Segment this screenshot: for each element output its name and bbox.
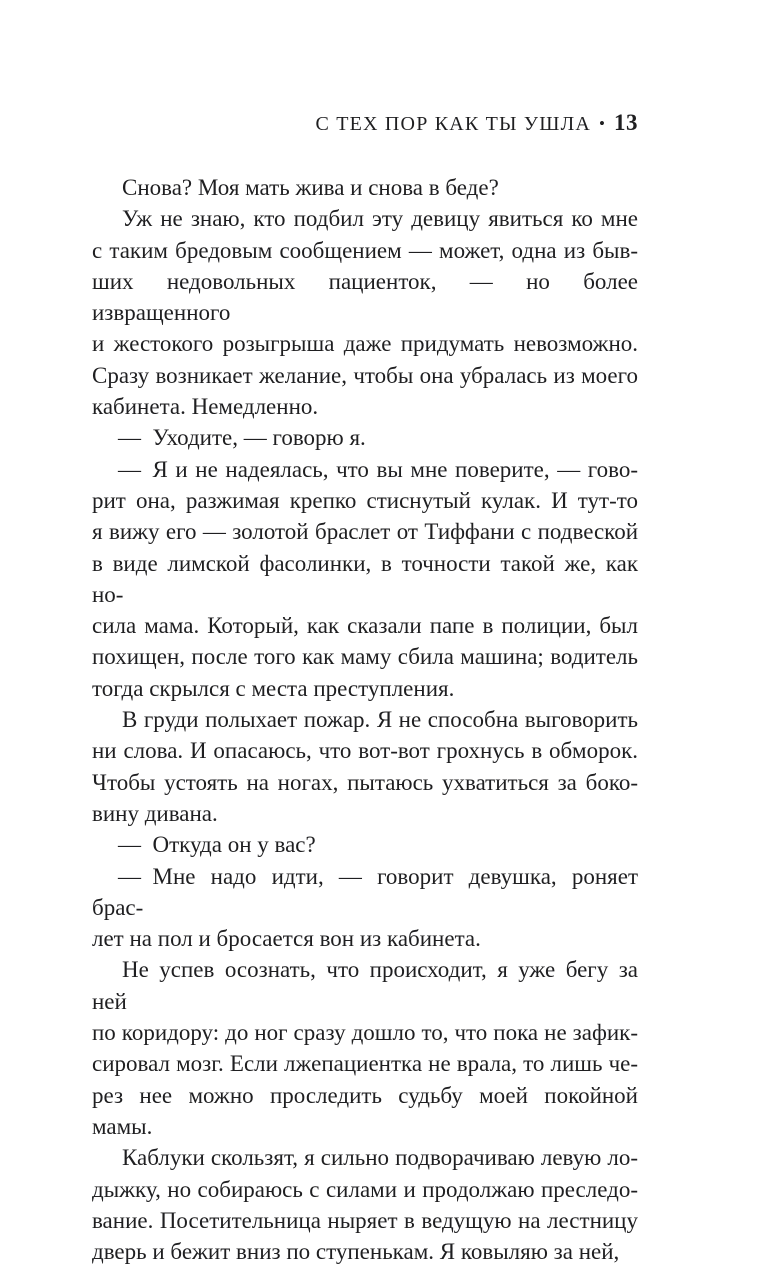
text-line: тогда скрылся с места преступления. xyxy=(92,675,455,701)
text-line: дверь и бежит вниз по ступенькам. Я ковыляю за ней, xyxy=(92,1239,620,1265)
text-line: кабинета. Немедленно. xyxy=(92,394,319,420)
running-header-title: С ТЕХ ПОР КАК ТЫ УШЛА xyxy=(315,113,592,135)
bullet-separator-icon: • xyxy=(599,114,605,133)
text-line: — Откуда он у вас? xyxy=(118,832,316,858)
text-line: похищен, после того как маму сбила машина; водитель xyxy=(92,644,638,670)
text-line: вание. Посетительница ныряет в ведущую на лестницу xyxy=(92,1207,638,1233)
text-line: ших недовольных пациенток, — но более извращенного xyxy=(92,268,644,326)
text-line: — Я и не надеялась, что вы мне поверите, — гово- xyxy=(118,456,638,482)
text-line: лет на пол и бросается вон из кабинета. xyxy=(92,926,481,952)
text-line: Сразу возникает желание, чтобы она убралась из моего xyxy=(92,362,638,388)
text-line: дыжку, но собираюсь с силами и продолжаю преследо- xyxy=(92,1176,638,1202)
text-line: рез нее можно проследить судьбу моей покойной мамы. xyxy=(92,1082,644,1139)
text-line: В груди полыхает пожар. Я не способна выговорить xyxy=(122,707,638,733)
text-line: ни слова. И опасаюсь, что вот-вот грохнусь в обморок. xyxy=(92,738,638,764)
text-line: Снова? Моя мать жива и снова в беде? xyxy=(122,175,499,200)
page-number: 13 xyxy=(614,110,638,135)
text-line: — Мне надо идти, — говорит девушка, роняет брас- xyxy=(92,863,644,920)
text-line: с таким бредовым сообщением — может, одна из быв- xyxy=(92,237,638,263)
text-line: вину дивана. xyxy=(92,800,218,826)
text-line: сировал мозг. Если лжепациентка не врала, то лишь че- xyxy=(92,1051,638,1077)
text-line: сила мама. Который, как сказали папе в полиции, был xyxy=(92,613,638,639)
text-line: рит она, разжимая крепко стиснутый кулак. И тут-то xyxy=(92,487,638,513)
text-line: — Уходите, — говорю я. xyxy=(118,425,366,451)
text-line: и жестокого розыгрыша даже придумать невозможно. xyxy=(92,331,638,357)
text-line: я вижу его — золотой браслет от Тиффани с подвеской xyxy=(92,519,638,545)
text-line: Уж не знаю, кто подбил эту девицу явиться ко мне xyxy=(122,206,638,232)
text-line: Чтобы устоять на ногах, пытаюсь ухватиться за боко- xyxy=(92,769,638,795)
text-line: в виде лимской фасолинки, в точности такой же, как но- xyxy=(92,550,644,607)
text-line: по коридору: до ног сразу дошло то, что пока не зафик- xyxy=(92,1020,638,1046)
text-line: Каблуки скользят, я сильно подворачиваю левую ло- xyxy=(122,1145,638,1171)
running-header xyxy=(60,110,638,137)
text-line: Не успев осознать, что происходит, я уже бегу за ней xyxy=(92,957,644,1014)
body-text xyxy=(92,172,644,1267)
